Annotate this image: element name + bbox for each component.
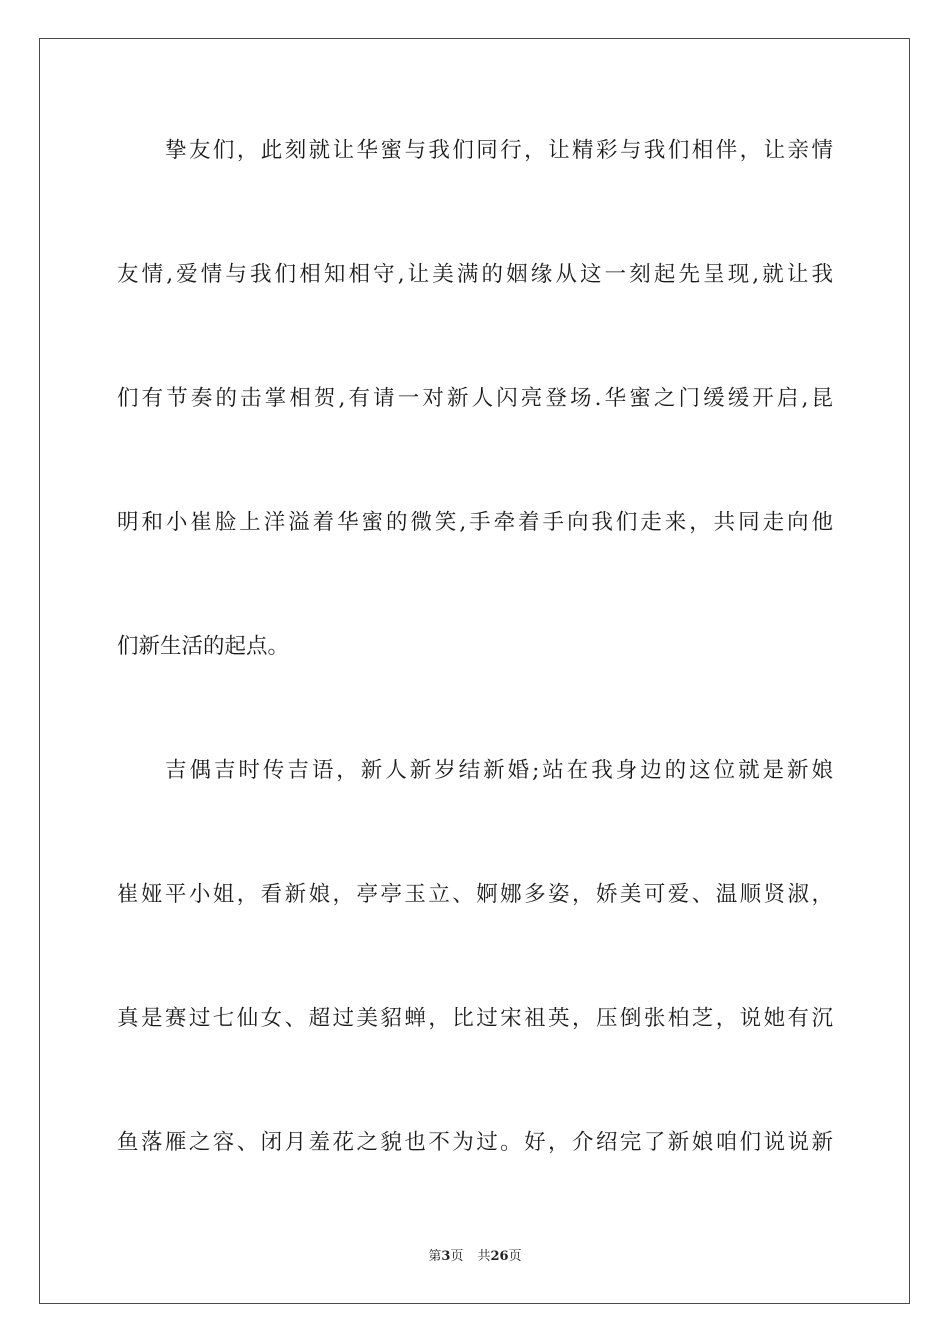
paragraph-1-line-2: 友情,爱情与我们相知相守,让美满的姻缘从这一刻起先呈现,就让我 [117, 262, 833, 287]
page-current: 3 [441, 1249, 451, 1264]
paragraph-1-line-3: 们有节奏的击掌相贺,有请一对新人闪亮登场.华蜜之门缓缓开启,昆 [117, 386, 833, 411]
page-total: 26 [490, 1249, 509, 1264]
page-prefix: 第 [428, 1249, 442, 1264]
page-suffix: 页 [450, 1249, 464, 1264]
paragraph-1-line-5: 们新生活的起点。 [117, 634, 290, 659]
page-border [39, 38, 910, 1304]
total-prefix: 共 [477, 1249, 491, 1264]
paragraph-2-line-1: 吉偶吉时传吉语，新人新岁结新婚;站在我身边的这位就是新娘 [165, 758, 833, 783]
paragraph-1-line-4: 明和小崔脸上洋溢着华蜜的微笑,手牵着手向我们走来，共同走向他 [117, 510, 833, 535]
paragraph-2-line-3: 真是赛过七仙女、超过美貂蝉，比过宋祖英，压倒张柏芝，说她有沉 [117, 1006, 833, 1031]
paragraph-2-line-4: 鱼落雁之容、闭月羞花之貌也不为过。好，介绍完了新娘咱们说说新 [117, 1130, 833, 1155]
paragraph-2-line-2: 崔娅平小姐，看新娘，亭亭玉立、婀娜多姿，娇美可爱、温顺贤淑， [117, 882, 833, 907]
total-suffix: 页 [508, 1249, 522, 1264]
paragraph-1-line-1: 挚友们，此刻就让华蜜与我们同行，让精彩与我们相伴，让亲情 [165, 138, 833, 163]
page-footer [0, 1247, 950, 1267]
